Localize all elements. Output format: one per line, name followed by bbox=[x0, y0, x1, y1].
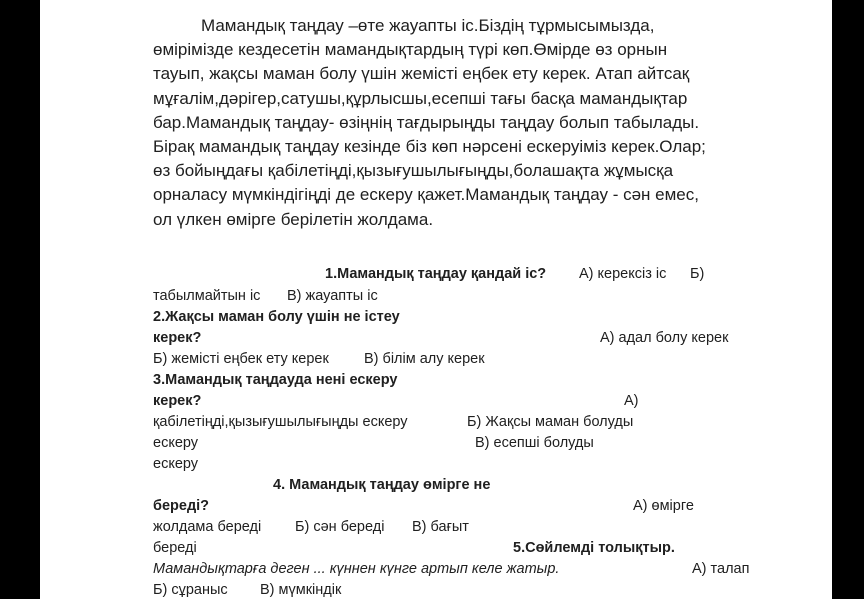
q5-option-b: Б) сұраныс bbox=[153, 582, 228, 598]
q4-option-a-cont: жолдама береді bbox=[153, 519, 262, 535]
q2-option-c: В) білім алу керек bbox=[364, 351, 485, 367]
q2-option-a: А) адал болу керек bbox=[600, 330, 729, 346]
paragraph-line: Мамандық таңдау –өте жауапты іс.Біздің тұрмысымызда, bbox=[201, 16, 655, 35]
paragraph-line: Бірақ мамандық таңдау кезінде біз көп нәрсені ескеруіміз керек.Олар; bbox=[153, 137, 706, 157]
paragraph-line: өз бойыңдағы қабілетіңді,қызығушылығыңды,болашақта жұмысқа bbox=[153, 161, 674, 181]
q3-title-line2: керек? bbox=[153, 393, 202, 409]
paragraph-line: ол үлкен өмірге берілетін жолдама. bbox=[153, 209, 434, 229]
document-page bbox=[40, 0, 832, 599]
q3-option-c: В) есепші болуды bbox=[475, 435, 594, 451]
q5-option-c: В) мүмкіндік bbox=[260, 582, 342, 598]
q1-option-b-text: табылмайтын іс bbox=[153, 288, 261, 304]
q2-title-line1: 2.Жақсы маман болу үшін не істеу bbox=[153, 309, 400, 325]
paragraph-line: орналасу мүмкіндігіңді де ескеру қажет.Мамандық таңдау - сән емес, bbox=[153, 185, 699, 205]
q4-title-line2: береді? bbox=[153, 498, 210, 514]
paragraph-line: өміріміздe кездесетін мамандықтардың түрі көп.Өмірде өз орнын bbox=[153, 40, 668, 60]
q2-option-b: Б) жемісті еңбек ету керек bbox=[153, 351, 329, 367]
q4-option-c: В) бағыт bbox=[412, 519, 469, 535]
q5-option-a: А) талап bbox=[692, 561, 750, 577]
q4-option-c-cont: береді bbox=[153, 540, 197, 556]
intro-paragraph bbox=[153, 14, 773, 232]
paragraph-line: бар.Мамандық таңдау- өзіңнің тағдырыңды таңдау болып табылады. bbox=[153, 112, 700, 132]
q1-option-c: В) жауапты іс bbox=[287, 288, 378, 304]
q4-option-b: Б) сән береді bbox=[295, 519, 385, 535]
q3-option-a-label: А) bbox=[624, 393, 639, 409]
q1-title: 1.Мамандық таңдау қандай іс? bbox=[325, 266, 547, 282]
q3-title-line1: 3.Мамандық таңдауда нені ескеру bbox=[153, 372, 398, 388]
q4-option-a: А) өмірге bbox=[633, 498, 694, 514]
paragraph-line: тауып, жақсы маман болу үшін жемісті еңбек ету керек. Атап айтсақ bbox=[153, 64, 690, 84]
q5-title: 5.Сөйлемді толықтыр. bbox=[513, 540, 675, 556]
q3-option-b: Б) Жақсы маман болуды bbox=[467, 414, 634, 430]
q1-option-b-label: Б) bbox=[690, 266, 705, 282]
paragraph-line: мұғалім,дәрігер,сатушы,құрлысшы,есепші тағы басқа мамандықтар bbox=[153, 88, 688, 108]
q5-sentence: Мамандықтарға деген ... күннен күнге артып келе жатыр. bbox=[153, 561, 560, 577]
q3-option-c-cont: ескеру bbox=[153, 456, 199, 472]
q3-option-a-text: қабілетіңді,қызығушылығыңды ескеру bbox=[153, 414, 408, 430]
q3-option-b-cont: ескеру bbox=[153, 435, 199, 451]
q1-option-a: А) керексіз іс bbox=[579, 266, 667, 282]
q2-title-line2: керек? bbox=[153, 330, 202, 346]
q4-title-line1: 4. Мамандық таңдау өмірге не bbox=[273, 477, 491, 493]
